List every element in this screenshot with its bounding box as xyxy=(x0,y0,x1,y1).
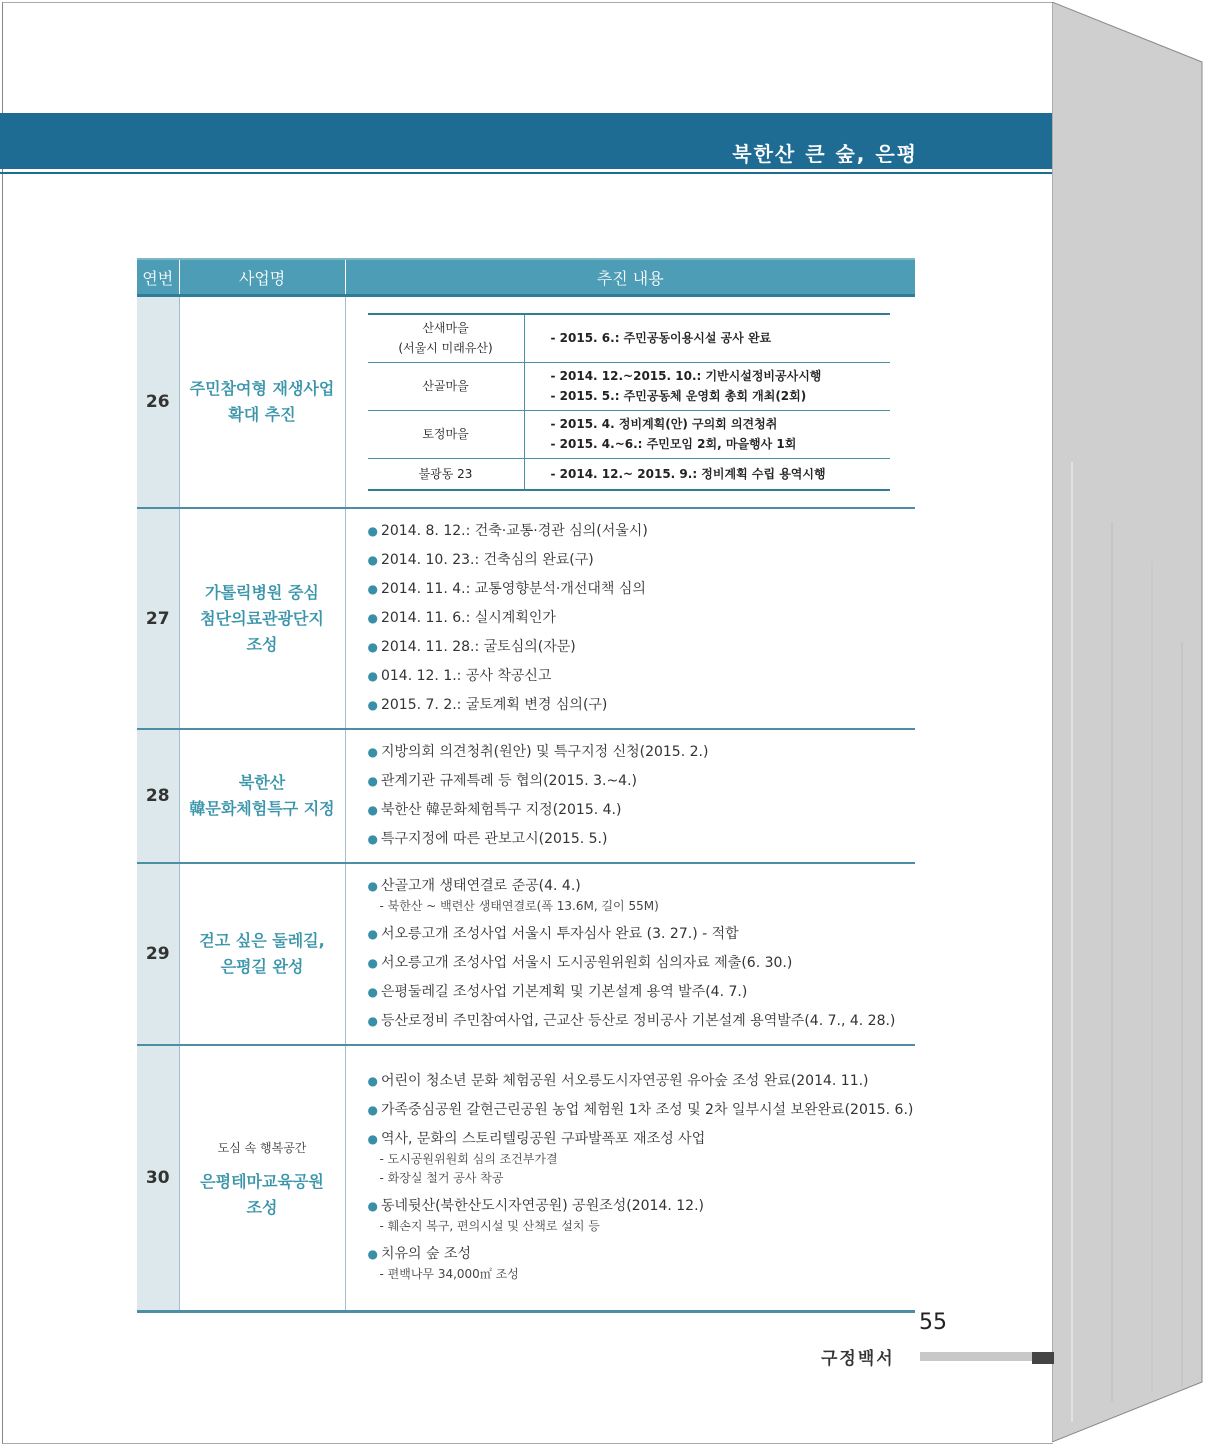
row-number: 30 xyxy=(137,1045,179,1311)
project-table xyxy=(137,258,915,1313)
book-page-edges xyxy=(1052,2,1212,1442)
sub-table-row xyxy=(368,362,890,410)
table-header-row xyxy=(137,259,915,296)
progress-item: ● 동네뒷산(북한산도시자연공원) 공원조성(2014. 12.) xyxy=(368,1192,916,1221)
village-detail xyxy=(524,314,890,362)
progress-item: ● 2014. 11. 28.: 굴토심의(자문) xyxy=(368,633,916,662)
project-name-line: 걷고 싶은 둘레길, xyxy=(199,931,325,950)
project-subtitle: 도심 속 행복공간 xyxy=(217,1140,307,1155)
progress-sub-item: - 편백나무 34,000㎡ 조성 xyxy=(379,1267,519,1282)
progress-item: ● 등산로정비 주민참여사업, 근교산 등산로 정비공사 기본설계 용역발주(4. 7., 4. 28.) xyxy=(368,1007,916,1036)
section-title: 북한산 큰 숲, 은평 xyxy=(732,142,918,166)
row-number: 28 xyxy=(137,729,179,863)
progress-item: ● 은평둘레길 조성사업 기본계획 및 기본설계 용역 발주(4. 7.) xyxy=(368,978,916,1007)
table-row xyxy=(137,508,915,729)
progress-item: ● 어린이 청소년 문화 체험공원 서오릉도시자연공원 유아숲 조성 완료(2014. 11.) xyxy=(368,1067,916,1096)
row-number: 26 xyxy=(137,296,179,509)
project-name-line: 확대 추진 xyxy=(228,405,296,424)
table-row xyxy=(137,296,915,509)
project-name-line: 韓문화체험특구 지정 xyxy=(189,799,335,818)
sub-table-row xyxy=(368,410,890,458)
project-name-line: 첨단의료관광단지 xyxy=(200,608,324,628)
progress-sub-item: - 화장실 철거 공사 착공 xyxy=(379,1171,504,1186)
village-name-line: 산골마을 xyxy=(422,379,469,393)
progress-item: ● 관계기관 규제특례 등 협의(2015. 3.~4.) xyxy=(368,767,916,796)
project-name xyxy=(179,863,345,1045)
village-detail xyxy=(524,458,890,490)
village-name xyxy=(368,362,525,410)
progress-item: ● 2014. 10. 23.: 건축심의 완료(구) xyxy=(368,546,916,575)
sub-table-row xyxy=(368,314,890,362)
village-detail-line: - 2015. 5.: 주민공동체 운영회 총회 개최(2회) xyxy=(550,389,807,403)
project-name xyxy=(179,729,345,863)
progress-sub-item: - 훼손지 복구, 편의시설 및 산책로 설치 등 xyxy=(379,1219,600,1234)
progress-content xyxy=(345,1045,915,1311)
row-number: 27 xyxy=(137,508,179,729)
project-name-line: 조성 xyxy=(246,634,278,654)
village-detail-line: - 2014. 12.~2015. 10.: 기반시설정비공사시행 xyxy=(550,369,822,383)
progress-item: ● 2014. 11. 4.: 교통영향분석·개선대책 심의 xyxy=(368,575,916,604)
village-detail-line: - 2014. 12.~ 2015. 9.: 정비계획 수립 용역시행 xyxy=(550,466,826,481)
header-name: 사업명 xyxy=(179,259,345,296)
progress-item: ● 지방의회 의견청취(원안) 및 특구지정 신청(2015. 2.) xyxy=(368,738,916,767)
project-name-line: 은평테마교육공원 xyxy=(200,1171,324,1191)
progress-item: ● 014. 12. 1.: 공사 착공신고 xyxy=(368,662,916,691)
progress-content xyxy=(345,863,915,1045)
progress-content xyxy=(345,296,915,509)
project-name xyxy=(179,1045,345,1311)
project-name-line: 은평길 완성 xyxy=(220,957,304,976)
progress-content xyxy=(345,729,915,863)
village-name xyxy=(368,314,525,362)
progress-content xyxy=(345,508,915,729)
village-detail xyxy=(524,410,890,458)
table-row xyxy=(137,863,915,1045)
village-detail-line: - 2015. 4.~6.: 주민모임 2회, 마을행사 1회 xyxy=(550,437,797,451)
progress-item: ● 치유의 숲 조성 xyxy=(368,1240,916,1269)
village-name-line: (서울시 미래유산) xyxy=(398,341,493,356)
village-name xyxy=(368,410,525,458)
row-number: 29 xyxy=(137,863,179,1045)
progress-item: ● 서오릉고개 조성사업 서울시 도시공원위원회 심의자료 제출(6. 30.) xyxy=(368,949,916,978)
village-name-line: 토정마을 xyxy=(422,427,469,441)
progress-item: ● 2015. 7. 2.: 굴토계획 변경 심의(구) xyxy=(368,691,916,720)
project-name-line: 북한산 xyxy=(238,773,286,792)
progress-item: ● 특구지정에 따른 관보고시(2015. 5.) xyxy=(368,825,916,854)
table-row xyxy=(137,1045,915,1311)
progress-item: ● 역사, 문화의 스토리텔링공원 구파발폭포 재조성 사업 xyxy=(368,1125,916,1154)
book-title: 구정백서 xyxy=(821,1349,895,1369)
project-name-line: 주민참여형 재생사업 xyxy=(189,379,335,398)
page-number: 55 xyxy=(919,1310,947,1335)
progress-item: ● 산골고개 생태연결로 준공(4. 4.) xyxy=(368,872,916,901)
progress-item: ● 가족중심공원 갈현근린공원 농업 체험원 1차 조성 및 2차 일부시설 보완완료(2015. 6.) xyxy=(368,1096,916,1125)
header-content: 추진 내용 xyxy=(345,259,915,296)
footer-bar xyxy=(920,1352,1032,1361)
village-sub-table xyxy=(368,313,890,491)
village-detail-line: - 2015. 4. 정비계획(안) 구의회 의견청취 xyxy=(550,417,778,431)
progress-item: ● 2014. 8. 12.: 건축·교통·경관 심의(서울시) xyxy=(368,517,916,546)
village-name xyxy=(368,458,525,490)
project-name-line: 가톨릭병원 중심 xyxy=(205,582,319,602)
footer-bar-end xyxy=(1032,1352,1054,1364)
table-row xyxy=(137,729,915,863)
project-name-line: 조성 xyxy=(246,1197,278,1217)
sub-table-row xyxy=(368,458,890,490)
project-name xyxy=(179,508,345,729)
progress-sub-item: - 북한산 ~ 백련산 생태연결로(폭 13.6M, 길이 55M) xyxy=(379,899,659,913)
header-rule xyxy=(0,172,1052,174)
village-name-line: 불광동 23 xyxy=(418,466,473,481)
progress-item: ● 서오릉고개 조성사업 서울시 투자심사 완료 (3. 27.) - 적합 xyxy=(368,920,916,949)
progress-item: ● 2014. 11. 6.: 실시계획인가 xyxy=(368,604,916,633)
village-detail-line: - 2015. 6.: 주민공동이용시설 공사 완료 xyxy=(550,331,772,346)
project-name xyxy=(179,296,345,509)
header-no: 연번 xyxy=(137,259,179,296)
progress-sub-item: - 도시공원위원회 심의 조건부가결 xyxy=(379,1152,558,1167)
village-name-line: 산새마을 xyxy=(422,321,469,336)
progress-item: ● 북한산 韓문화체험특구 지정(2015. 4.) xyxy=(368,796,916,825)
village-detail xyxy=(524,362,890,410)
